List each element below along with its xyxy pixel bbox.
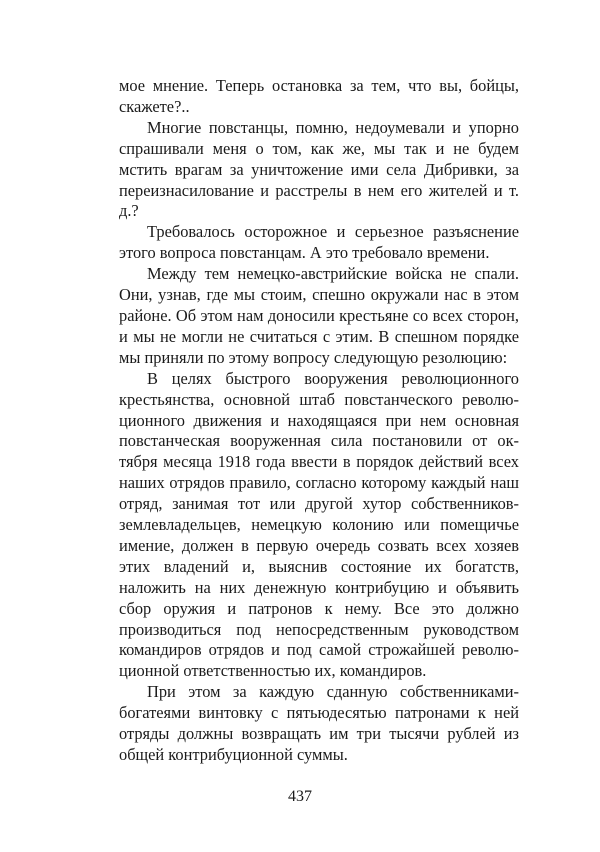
paragraph-1: мое мнение. Теперь остановка за тем, что вы, бойцы, скажете?.. xyxy=(119,76,519,116)
paragraph-3: Требовалось осторожное и серьезное разъяснение этого вопроса повстанцам. А это требовало времени. xyxy=(119,222,519,263)
page-number: 437 xyxy=(288,788,312,805)
paragraph-4: Между тем немецко-австрийские войска не спали. Они, узнав, где мы стоим, спешно окружали нас в этом районе. Об этом нам доносили крестьяне со всех сторон, и мы не могли не считаться с этим. В спешном порядке мы приняли по этому вопросу следующую резолюцию: xyxy=(119,264,519,367)
paragraph-6: При этом за каждую сданную собственниками-богатеями винтовку с пятьюдесятью патронами к ней отряды должны возвращать им три тысячи рублей из общей контрибуционной суммы. xyxy=(119,682,519,764)
paragraph-2: Многие повстанцы, помню, недоумевали и упорно спрашивали меня о том, как же, мы так и не будем мстить врагам за уничтожение ими села Дибривки, за переизнасилование и расстрелы в нем его жителей и т. д.? xyxy=(119,117,519,221)
paragraph-5-resolution: В целях быстрого вооружения революционного крестьянства, основной штаб повстанческого революционного движения и находящаяся при нем основная повстанческая вооруженная сила постановили от октября месяца 1918 года ввести в порядок действий всех наших отрядов правило, согласно которому каждый наш отряд, занимая тот или другой хутор собственников-землевладельцев, немецкую колонию или помещичье имение, должен в первую очередь созвать всех хозяев этих владений и, выяснив состояние их богатств, наложить на них денежную контрибуцию и объявить сбор оружия и патронов к нему. Все это должно производиться под непосредственным руководством командиров отрядов и под самой строжайшей революционной ответственностью их, командиров. xyxy=(119,368,519,681)
page-body xyxy=(119,76,519,766)
